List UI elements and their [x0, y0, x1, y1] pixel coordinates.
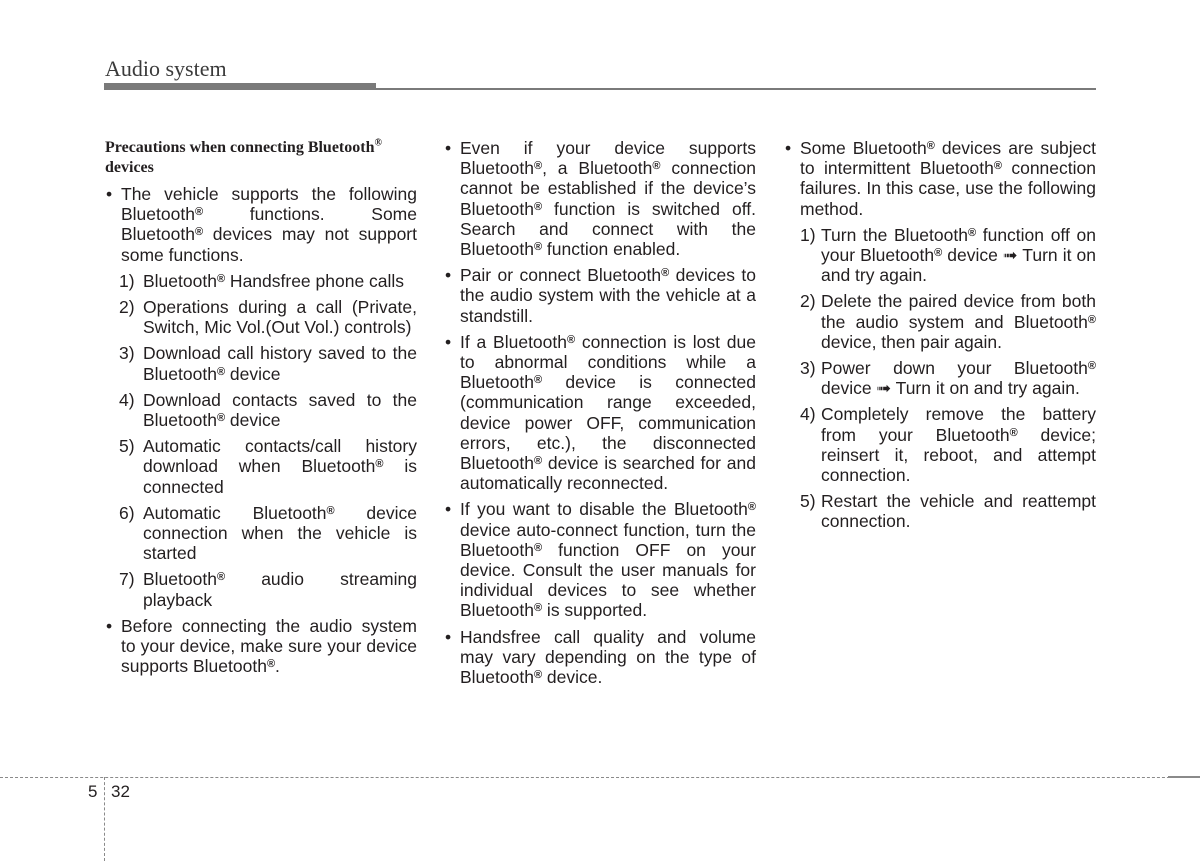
text-segment: devices to the audio system with the vehicle at a standstill. [460, 265, 756, 326]
text-segment: Handsfree call quality and volume may vary depending on the type of Bluetooth [460, 626, 756, 688]
registered-mark: ® [967, 226, 977, 239]
text-segment: is connected [143, 456, 417, 497]
text-segment: , a Bluetooth [542, 158, 653, 179]
text-segment: device ➟ Turn it on and try again. [821, 378, 1080, 399]
text-segment: device ➟ Turn it on and try again. [821, 245, 1096, 286]
registered-mark: ® [375, 458, 384, 471]
text-segment: function off on your Bluetooth [821, 224, 1096, 266]
text-segment: function OFF on your device. Consult the user manuals for individual devices to see whether Bluetooth [460, 539, 756, 621]
registered-mark: ® [533, 241, 543, 254]
numbered-step [105, 436, 417, 497]
footer-solid-rule [1168, 776, 1200, 778]
text-segment: device auto-connect function, turn the Bluetooth [460, 519, 756, 560]
column-1-items [105, 184, 417, 676]
text-segment: Bluetooth [143, 569, 217, 590]
text-segment: Bluetooth [143, 270, 217, 291]
text-segment: functions. Some Bluetooth [121, 204, 417, 245]
column-2 [444, 138, 756, 693]
step-number: 5) [119, 436, 135, 457]
registered-mark: ® [1009, 426, 1018, 439]
section-heading: Precautions when connecting Bluetooth® devices [105, 137, 382, 176]
registered-mark: ® [266, 658, 276, 671]
registered-mark: ® [652, 160, 661, 173]
column-1 [105, 138, 417, 682]
column-3 [784, 138, 1096, 538]
footer-dashed-rule [0, 777, 1200, 778]
registered-mark: ® [533, 455, 543, 468]
text-segment: Automatic contacts/call history download when Bluetooth [143, 436, 417, 477]
registered-mark: ® [993, 160, 1002, 173]
numbered-step [105, 569, 417, 609]
text-segment: device; reinsert it, reboot, and attempt connection. [821, 424, 1096, 486]
text-segment: is supported. [542, 600, 648, 621]
step-number: 5) [800, 491, 816, 512]
numbered-step [105, 271, 417, 291]
numbered-step [105, 503, 417, 564]
step-number: 1) [800, 224, 816, 245]
step-number: 3) [800, 358, 816, 379]
bullet-item [105, 616, 417, 677]
text-segment: connection failures. In this case, use the following method. [800, 158, 1096, 219]
text-segment: The vehicle supports the following Bluetooth [121, 184, 417, 225]
column-3-items [784, 138, 1096, 532]
chapter-number: 5 [88, 782, 98, 801]
numbered-step [784, 404, 1096, 485]
text-segment: Even if your device supports Bluetooth [460, 138, 756, 179]
registered-mark: ® [194, 226, 204, 239]
registered-mark: ® [934, 247, 943, 260]
bullet-item [444, 627, 756, 688]
column-2-items [444, 138, 756, 687]
numbered-step [784, 491, 1096, 531]
bullet-item [784, 138, 1096, 219]
registered-mark: ® [216, 272, 226, 285]
registered-mark: ® [533, 541, 543, 554]
text-segment: device, then pair again. [821, 331, 1002, 352]
bullet-item [444, 138, 756, 259]
text-segment: Delete the paired device from both the audio system and Bluetooth [821, 291, 1096, 332]
registered-mark: ® [1087, 313, 1096, 326]
text-segment: device is searched for and automatically reconnected. [460, 453, 756, 494]
registered-mark: ® [216, 412, 226, 425]
text-segment: device [225, 363, 281, 384]
text-segment: Download contacts saved to the Bluetooth [143, 389, 417, 431]
registered-mark: ® [926, 140, 935, 152]
registered-mark: ® [216, 571, 226, 584]
text-segment: function is switched off. Search and connect with the Bluetooth [460, 198, 756, 260]
step-number: 2) [119, 297, 135, 318]
text-segment: function enabled. [542, 239, 681, 260]
text-segment: connection cannot be established if the device’s Bluetooth [460, 158, 756, 219]
bullet-item [444, 332, 756, 494]
registered-mark: ® [533, 160, 543, 173]
registered-mark: ® [533, 669, 543, 682]
text-segment: Download call history saved to the Bluetooth [143, 343, 417, 384]
registered-mark: ® [533, 374, 543, 387]
numbered-step [784, 358, 1096, 398]
numbered-step [784, 291, 1096, 352]
text-segment: Operations during a call (Private, Switch, Mic Vol.(Out Vol.) controls) [143, 297, 417, 338]
registered-mark: ® [1087, 360, 1096, 373]
text-segment: If a Bluetooth [460, 331, 567, 352]
bullet-item [444, 499, 756, 620]
text-segment: Restart the vehicle and reattempt connection. [821, 491, 1096, 532]
registered-mark: ® [194, 206, 204, 219]
registered-mark: ® [661, 267, 670, 280]
text-segment: audio streaming playback [143, 569, 417, 610]
step-number: 2) [800, 291, 816, 312]
page-number: 32 [111, 782, 130, 801]
text-segment: devices may not support some functions. [121, 224, 417, 265]
numbered-step [105, 297, 417, 337]
registered-mark: ® [216, 365, 226, 378]
step-number: 6) [119, 502, 135, 523]
text-segment: Some Bluetooth [800, 138, 927, 158]
footer-vertical-rule [104, 777, 105, 861]
text-segment: Handsfree phone calls [225, 270, 405, 291]
step-number: 1) [119, 270, 135, 291]
text-segment: devices are subject to intermittent Bluetooth [800, 138, 1096, 179]
registered-mark: ® [567, 333, 576, 346]
header-rule-thin [376, 88, 1096, 90]
registered-mark: ® [533, 200, 543, 213]
text-segment: . [275, 656, 280, 677]
text-segment: device connection when the vehicle is started [143, 502, 417, 564]
page-header-title: Audio system [105, 56, 227, 81]
step-number: 4) [800, 404, 816, 425]
step-number: 3) [119, 343, 135, 364]
text-segment: device [225, 410, 281, 431]
registered-mark: ® [533, 602, 543, 615]
text-segment: Before connecting the audio system to your device, make sure your device supports Bluetooth [121, 615, 417, 677]
text-segment: device is connected (communication range exceeded, device power OFF, communication errors, etc.), the disconnected Bluetooth [460, 372, 756, 474]
text-segment: device. [542, 667, 603, 688]
step-number: 7) [119, 569, 135, 590]
text-segment: Turn the Bluetooth [821, 224, 968, 245]
numbered-step [784, 225, 1096, 286]
text-segment: Automatic Bluetooth [143, 502, 327, 523]
registered-mark: ® [326, 504, 335, 517]
bullet-item [444, 265, 756, 326]
text-segment: Completely remove the battery from your Bluetooth [821, 404, 1096, 445]
step-number: 4) [119, 389, 135, 410]
text-segment: connection is lost due to abnormal conditions while a Bluetooth [460, 331, 756, 393]
registered-mark: ® [747, 501, 756, 514]
text-segment: Power down your Bluetooth [821, 358, 1088, 379]
text-segment: If you want to disable the Bluetooth [460, 499, 748, 520]
text-segment: Pair or connect Bluetooth [460, 265, 662, 286]
bullet-item [105, 184, 417, 265]
numbered-step [105, 390, 417, 430]
numbered-step [105, 343, 417, 383]
header-rule-thick [104, 83, 376, 90]
